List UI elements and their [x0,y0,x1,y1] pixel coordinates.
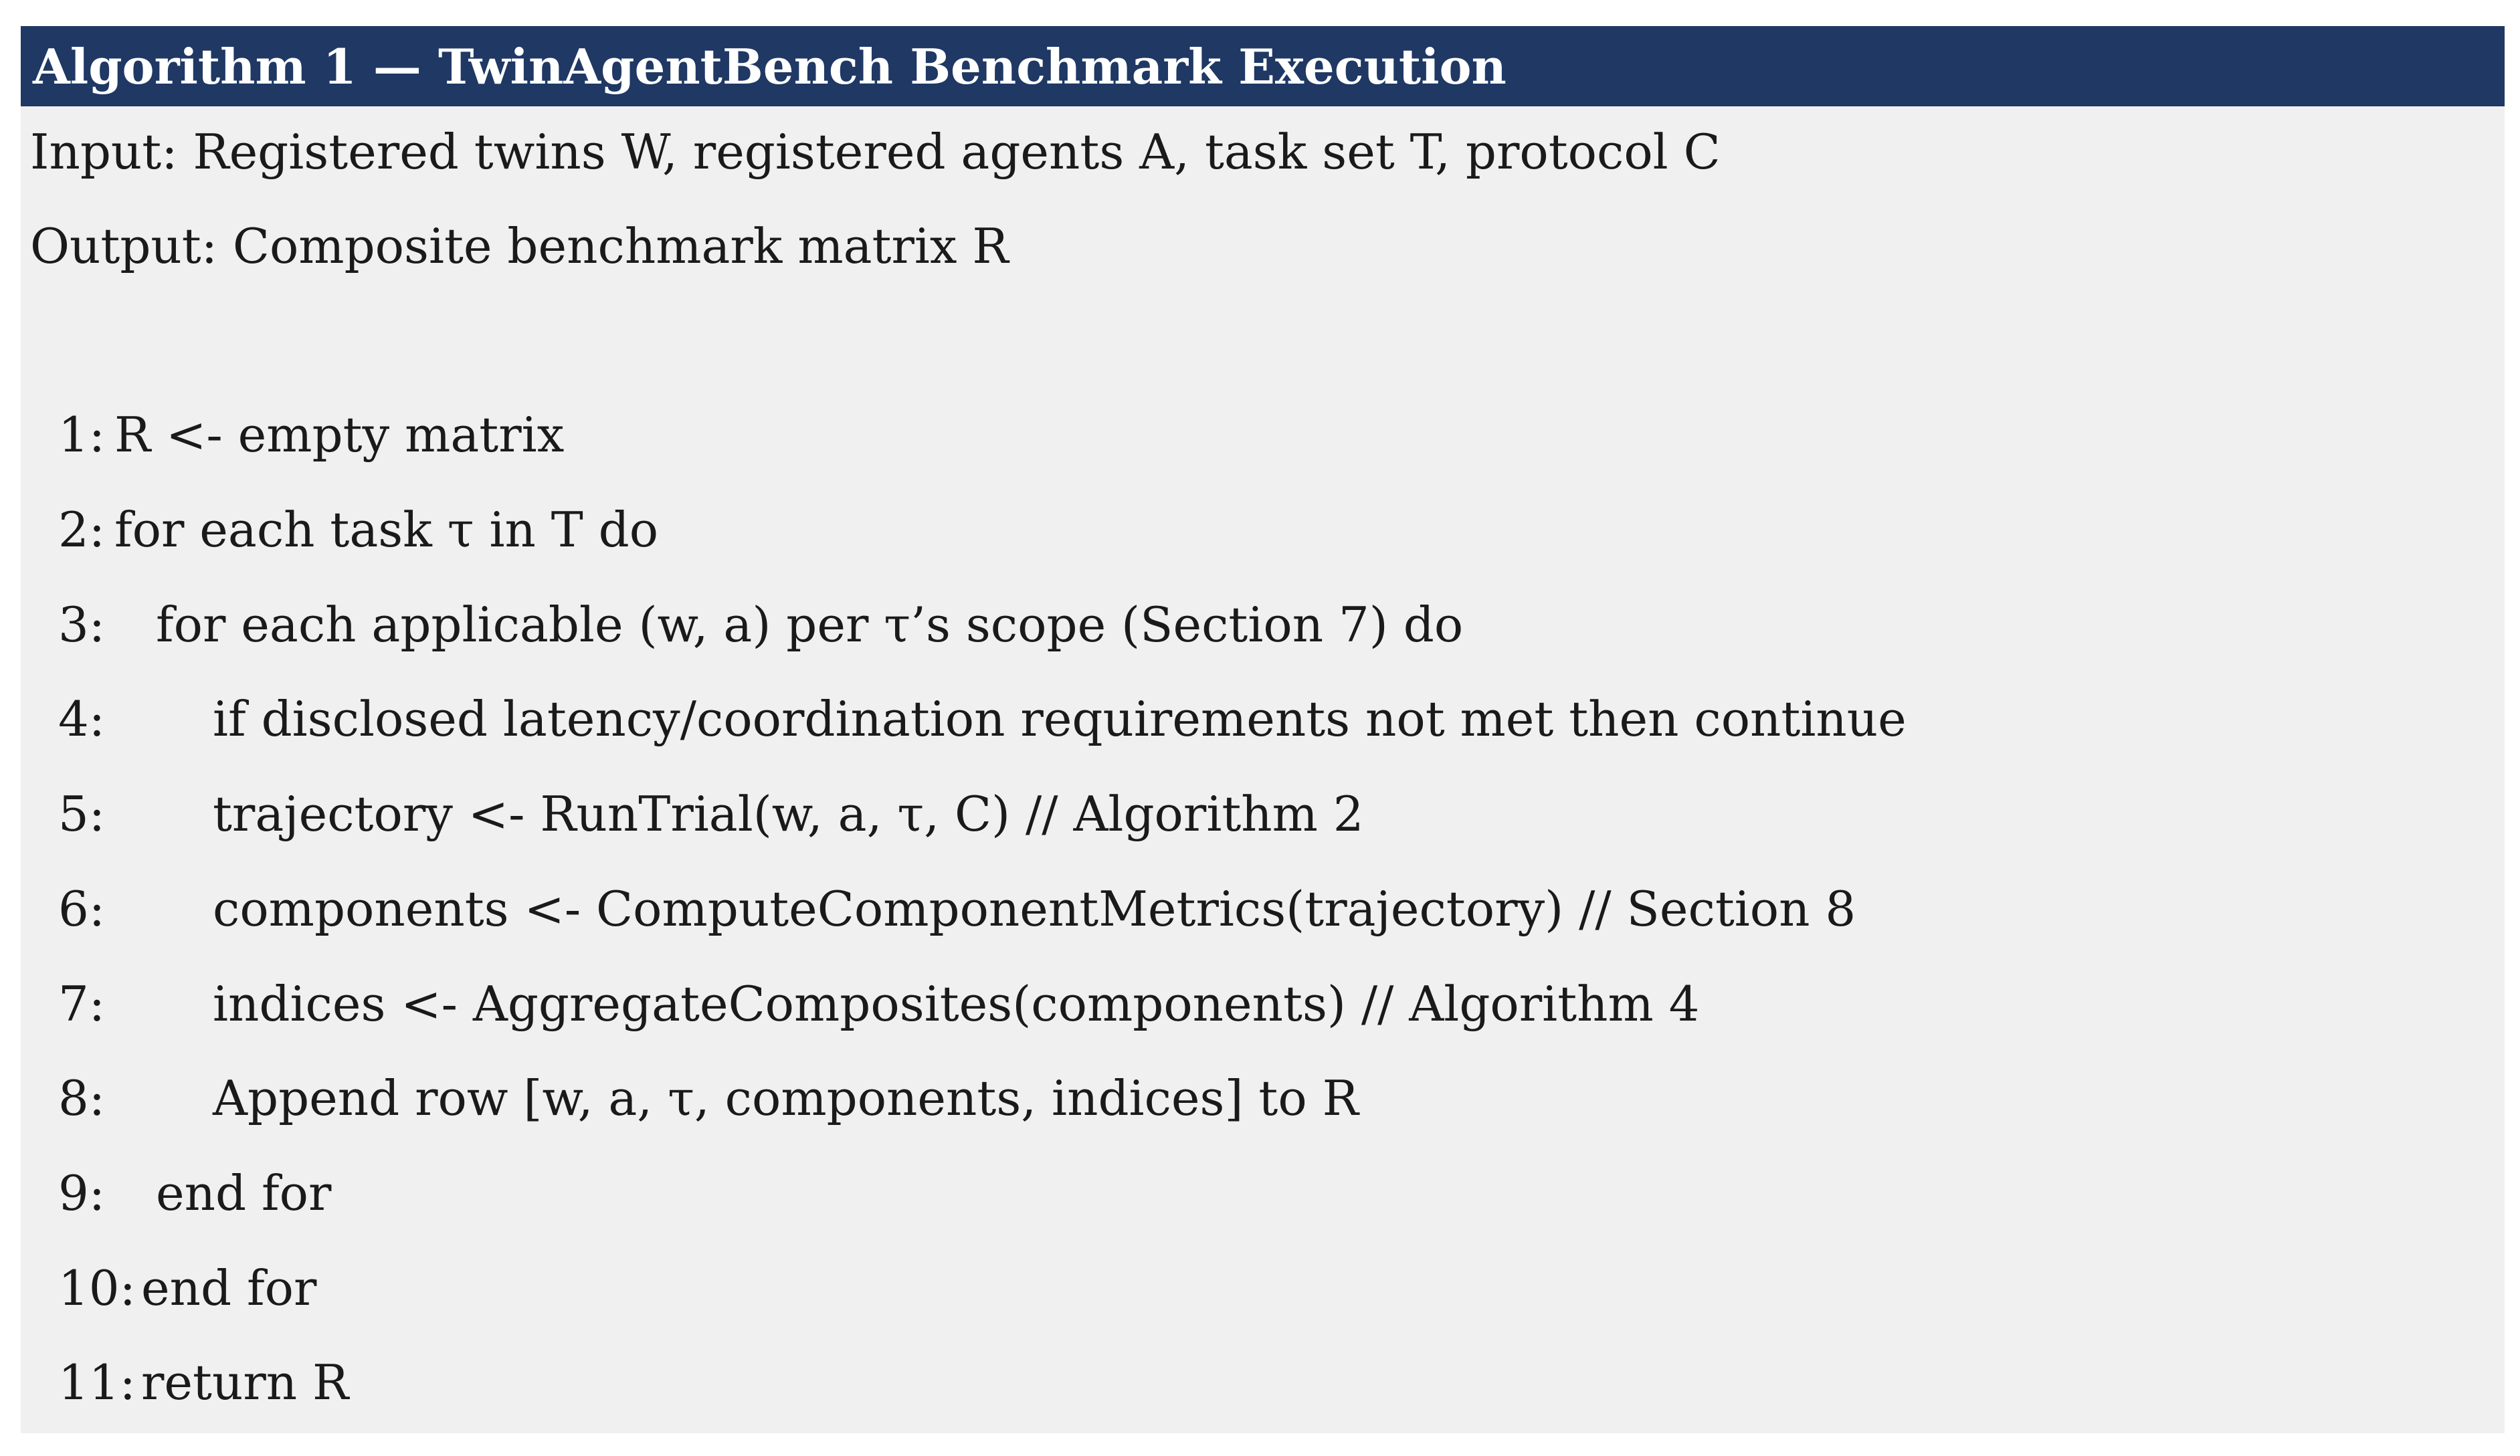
step-number: 1: [58,407,106,463]
algorithm-step [58,407,564,463]
step-number: 5: [58,786,106,842]
step-number: 2: [58,502,106,558]
algorithm-step [58,881,1856,937]
step-number: 7: [58,976,106,1032]
step-number: 9: [58,1165,106,1221]
algorithm-step [58,1260,316,1316]
algorithm-step [58,1070,1359,1126]
step-number: 6: [58,881,106,937]
algorithm-step [58,691,1907,747]
step-number: 8: [58,1070,106,1126]
algorithm-step [58,786,1364,842]
algorithm-step [58,597,1463,653]
algorithm-input: Input: Registered twins W, registered agents A, task set T, protocol C [30,124,1721,180]
step-text: end for [141,1260,317,1316]
algorithm-output: Output: Composite benchmark matrix R [30,218,1009,274]
algorithm-step [58,976,1699,1032]
step-text: for each applicable (w, a) per τ’s scope (Section 7) do [156,597,1464,653]
algorithm-box [21,26,2505,1433]
algorithm-step [58,1354,349,1411]
step-text: for each task τ in T do [114,502,659,558]
step-text: indices <- AggregateComposites(components) // Algorithm 4 [213,976,1700,1032]
step-text: trajectory <- RunTrial(w, a, τ, C) // Algorithm 2 [213,786,1364,842]
algorithm-step [58,1165,331,1221]
step-number: 3: [58,597,106,653]
step-number: 11: [58,1354,136,1411]
step-text: end for [156,1165,332,1221]
step-text: return R [141,1354,349,1411]
step-text: Append row [w, a, τ, components, indices] to R [213,1070,1359,1126]
step-text: components <- ComputeComponentMetrics(trajectory) // Section 8 [213,881,1856,937]
step-number: 10: [58,1260,136,1316]
step-number: 4: [58,691,106,747]
algorithm-title: Algorithm 1 — TwinAgentBench Benchmark Execution [21,26,2505,106]
step-text: if disclosed latency/coordination requirements not met then continue [213,691,1907,747]
step-text: R <- empty matrix [114,407,565,463]
algorithm-step [58,502,658,558]
